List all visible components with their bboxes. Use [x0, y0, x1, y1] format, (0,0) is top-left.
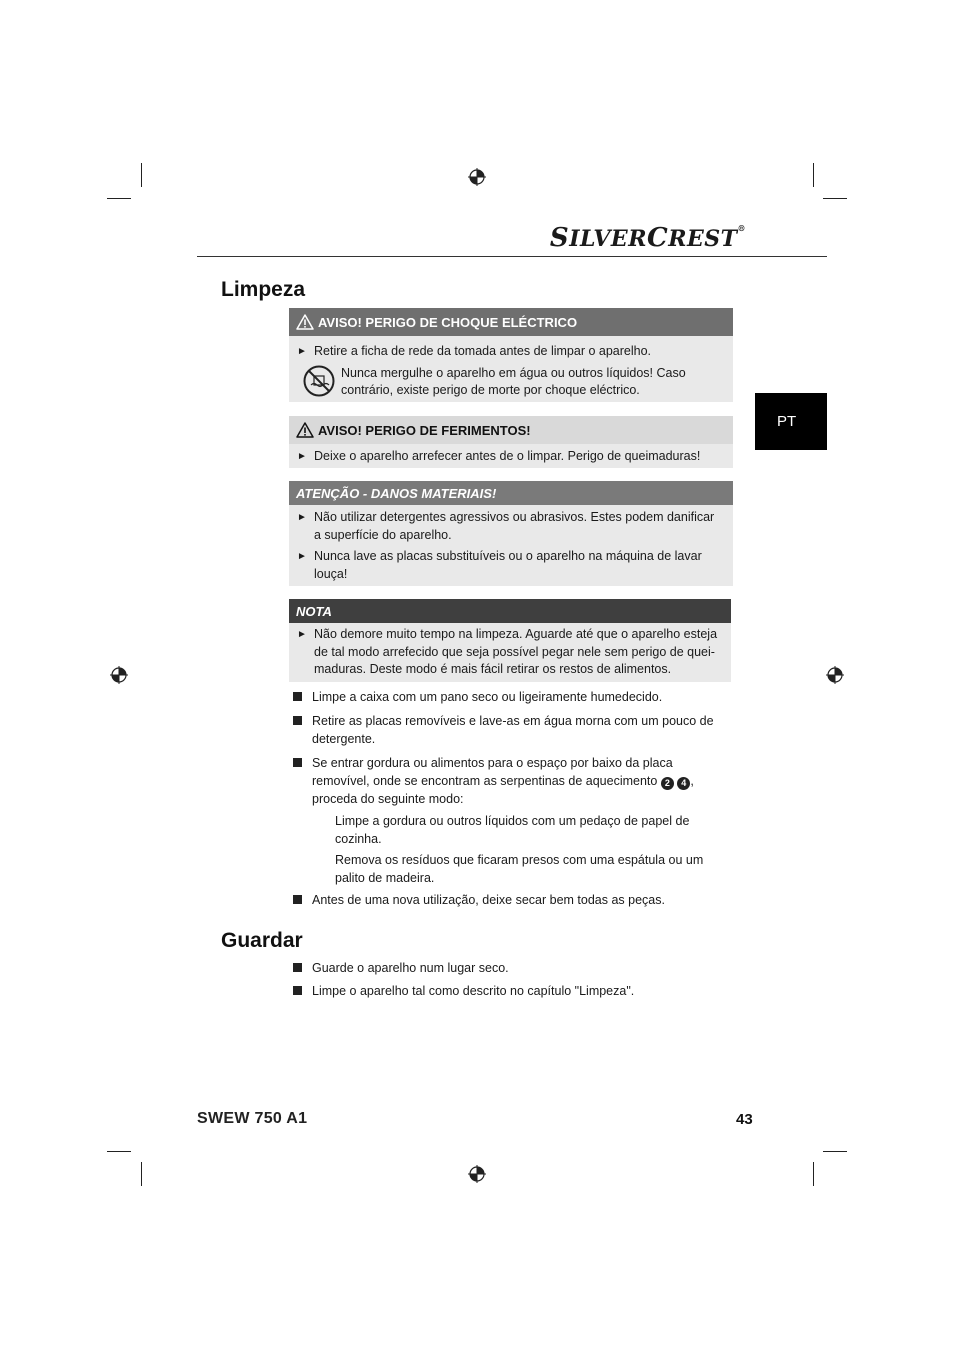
registration-mark-icon	[826, 666, 844, 684]
list-item: ► Nunca lave as placas substituíveis ou o aparelho na máquina de lavar louça!	[297, 549, 702, 581]
list-item: ► Deixe o aparelho arrefecer antes de o limpar. Perigo de queimaduras!	[289, 448, 733, 466]
warning-heading: AVISO! PERIGO DE FERIMENTOS!	[289, 416, 733, 444]
square-bullet-icon	[293, 963, 302, 972]
list-item: Limpe a caixa com um pano seco ou ligeiramente humedecido.	[293, 688, 733, 706]
list-item: Nunca mergulhe o aparelho em água ou outros líquidos! Caso contrário, existe perigo de morte por choque eléctrico.	[289, 365, 733, 400]
page-number: 43	[736, 1111, 753, 1128]
crop-mark	[141, 163, 142, 187]
list-item: Antes de uma nova utilização, deixe secar bem todas as peças.	[293, 891, 733, 909]
square-bullet-icon	[293, 692, 302, 701]
list-item: Se entrar gordura ou alimentos para o espaço por baixo da placa removível, onde se encontram as serpentinas de aquecimento 2 4 , proceda do seguinte modo:	[293, 754, 733, 808]
arrow-bullet-icon: ►	[297, 629, 307, 640]
arrow-bullet-icon: ►	[297, 451, 307, 462]
square-bullet-icon	[293, 758, 302, 767]
list-item: ► Não demore muito tempo na limpeza. Aguarde até que o aparelho esteja de tal modo arrefecido que seja possível pegar nele sem perigo de quei-maduras. Deste modo é mais fácil retirar os restos de alimentos.	[297, 627, 718, 676]
crop-mark	[107, 1151, 131, 1152]
attention-box	[289, 481, 733, 586]
crop-mark	[823, 1151, 847, 1152]
brand-logo: SILVERCREST®	[549, 223, 746, 253]
warning-triangle-icon	[296, 314, 314, 330]
crop-mark	[823, 198, 847, 199]
arrow-bullet-icon: ►	[297, 551, 307, 562]
no-water-immersion-icon	[303, 365, 335, 397]
note-heading: NOTA	[289, 599, 731, 623]
list-item: Guarde o aparelho num lugar seco.	[293, 959, 733, 977]
warning-box-shock	[289, 308, 733, 402]
registration-mark-icon	[468, 168, 486, 186]
warning-heading: AVISO! PERIGO DE CHOQUE ELÉCTRICO	[289, 308, 733, 336]
crop-mark	[107, 198, 131, 199]
sub-step: Limpe a gordura ou outros líquidos com um pedaço de papel de cozinha.	[335, 814, 690, 846]
list-item: ► Retire a ficha de rede da tomada antes de limpar o aparelho.	[289, 343, 733, 361]
language-tab: PT	[755, 393, 827, 450]
section-title-guardar: Guardar	[221, 929, 303, 952]
warning-triangle-icon	[296, 422, 314, 438]
attention-heading: ATENÇÃO - DANOS MATERIAIS!	[289, 481, 733, 505]
list-item: Limpe o aparelho tal como descrito no capítulo "Limpeza".	[293, 982, 733, 1000]
footer-model: SWEW 750 A1	[197, 1110, 308, 1127]
warning-box-injury	[289, 416, 733, 468]
list-item: ► Não utilizar detergentes agressivos ou abrasivos. Estes podem danificar a superfície do aparelho.	[297, 510, 715, 542]
reference-number-badge: 4	[677, 777, 690, 790]
header-rule	[197, 256, 827, 257]
list-item: Retire as placas removíveis e lave-as em água morna com um pouco de detergente.	[293, 712, 733, 748]
note-box	[289, 599, 731, 682]
sub-step: Remova os resíduos que ficaram presos com uma espátula ou um palito de madeira.	[335, 853, 704, 885]
registration-mark-icon	[468, 1165, 486, 1183]
square-bullet-icon	[293, 716, 302, 725]
arrow-bullet-icon: ►	[297, 512, 307, 523]
reference-number-badge: 2	[661, 777, 674, 790]
section-title-limpeza: Limpeza	[221, 278, 306, 301]
registration-mark-icon	[110, 666, 128, 684]
crop-mark	[813, 163, 814, 187]
arrow-bullet-icon: ►	[297, 346, 307, 357]
crop-mark	[813, 1162, 814, 1186]
crop-mark	[141, 1162, 142, 1186]
square-bullet-icon	[293, 895, 302, 904]
square-bullet-icon	[293, 986, 302, 995]
